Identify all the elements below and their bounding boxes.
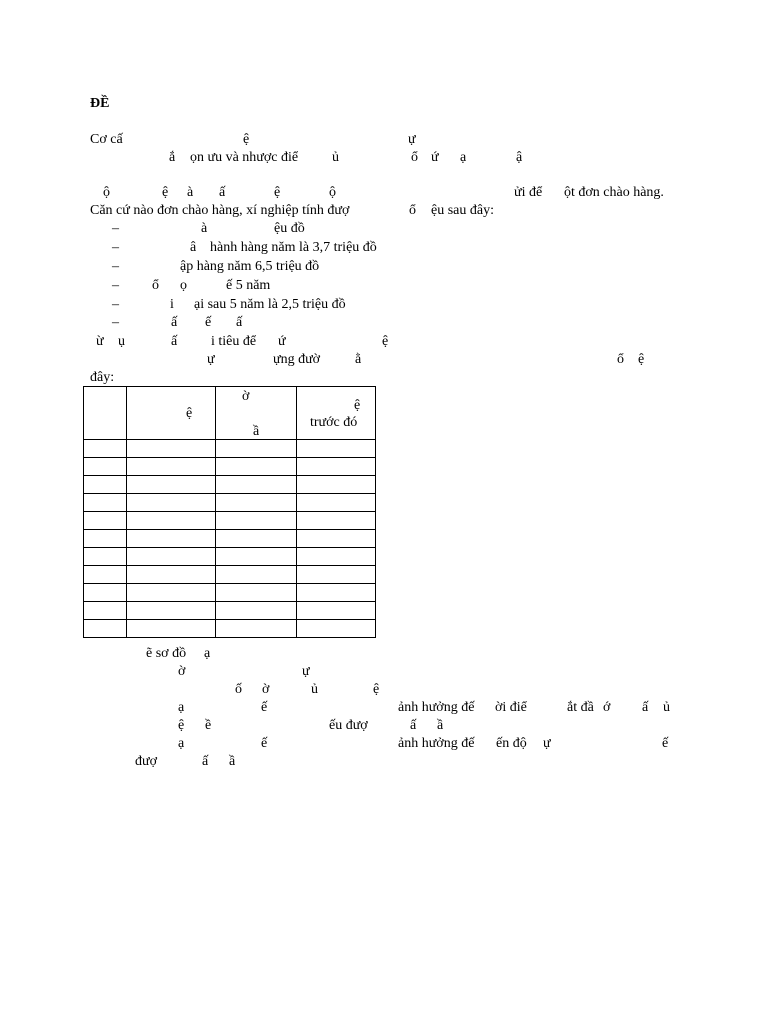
text-fragment-l08-2: ọ	[180, 278, 187, 293]
text-fragment-l06-1: â	[190, 240, 197, 255]
text-fragment-l01-2: ự	[408, 132, 416, 147]
text-fragment-l11-3: i tiêu để	[211, 334, 257, 349]
text-fragment-l17-2: ảnh hưởng đế	[398, 700, 475, 715]
table-cell	[216, 548, 297, 566]
text-fragment-l03-7: ột đơn chào hàng.	[564, 185, 664, 200]
text-fragment-l17-4: ắt đầ	[567, 700, 594, 715]
text-fragment-l19-4: ự	[543, 736, 551, 751]
table-cell	[216, 440, 297, 458]
table-cell	[216, 584, 297, 602]
table-cell	[84, 548, 127, 566]
table-cell	[297, 440, 376, 458]
table-row	[84, 530, 376, 548]
table-cell	[127, 440, 216, 458]
table-row	[84, 566, 376, 584]
text-fragment-l03-2: à	[187, 185, 194, 200]
text-fragment-l02-3: ổ	[411, 150, 418, 165]
header-col3-bottom-text: ầ	[253, 424, 260, 439]
text-fragment-l15-1: ự	[302, 664, 310, 679]
text-fragment-l06-2: hành hàng năm là 3,7 triệu đồ	[210, 240, 377, 255]
table-cell	[127, 584, 216, 602]
table-row	[84, 548, 376, 566]
table-cell	[84, 602, 127, 620]
text-fragment-l11-0: ừ	[96, 334, 104, 349]
table-row	[84, 602, 376, 620]
table-cell	[216, 512, 297, 530]
text-fragment-l12-0: ự	[207, 352, 215, 367]
text-fragment-l08-1: ổ	[152, 278, 159, 293]
text-fragment-l18-1: ề	[205, 718, 212, 733]
header-col4-top-text: ệ	[354, 398, 361, 413]
header-cell-predecessor	[297, 387, 376, 440]
text-fragment-l01-0: Cơ cấ	[90, 132, 123, 147]
text-fragment-l10-1: ấ	[171, 315, 178, 330]
table-cell	[297, 566, 376, 584]
text-fragment-l19-3: ến độ	[496, 736, 527, 751]
table-cell	[297, 494, 376, 512]
text-fragment-l02-4: ứ	[431, 150, 439, 165]
table-row	[84, 494, 376, 512]
table-row	[84, 620, 376, 638]
text-fragment-l02-0: ắ	[169, 150, 176, 165]
table-cell	[297, 512, 376, 530]
text-fragment-l18-2: ếu đượ	[329, 718, 368, 733]
text-fragment-l01-1: ệ	[243, 132, 250, 147]
table-cell	[127, 476, 216, 494]
table-row	[84, 512, 376, 530]
text-fragment-l08-0: –	[112, 278, 119, 293]
text-fragment-l11-1: ụ	[118, 334, 125, 349]
table-cell	[84, 584, 127, 602]
header-cell-duration	[216, 387, 297, 440]
text-fragment-l17-6: ấ	[642, 700, 649, 715]
table-cell	[297, 602, 376, 620]
activity-table	[83, 386, 376, 638]
text-fragment-l12-1: ựng đườ	[273, 352, 321, 367]
text-fragment-l20-1: ấ	[202, 754, 209, 769]
text-fragment-l04-1: ổ	[409, 203, 416, 218]
table-cell	[84, 512, 127, 530]
table-cell	[127, 548, 216, 566]
header-col3-top-text: ờ	[242, 389, 250, 404]
table-row	[84, 458, 376, 476]
text-fragment-l07-0: –	[112, 259, 119, 274]
text-fragment-l20-2: ầ	[229, 754, 236, 769]
text-fragment-l11-4: ứ	[278, 334, 286, 349]
text-fragment-l05-1: à	[201, 221, 208, 236]
table-cell	[127, 494, 216, 512]
text-fragment-l09-2: ại sau 5 năm là 2,5 triệu đồ	[194, 297, 346, 312]
text-fragment-l11-5: ệ	[382, 334, 389, 349]
text-fragment-l16-3: ệ	[373, 682, 380, 697]
text-fragment-l03-4: ệ	[274, 185, 281, 200]
text-fragment-l09-0: –	[112, 297, 119, 312]
text-fragment-l17-5: ớ	[603, 700, 611, 715]
text-fragment-l14-0: ẽ sơ đồ	[146, 646, 187, 661]
text-fragment-l13-0: đây:	[90, 370, 115, 385]
text-fragment-l17-7: ủ	[663, 700, 670, 715]
text-fragment-l16-1: ờ	[262, 682, 270, 697]
text-fragment-l03-6: ửi để	[514, 185, 543, 200]
header-cell-stt	[84, 387, 127, 440]
text-fragment-l03-1: ệ	[162, 185, 169, 200]
table-cell	[297, 476, 376, 494]
table-cell	[297, 458, 376, 476]
table-cell	[216, 530, 297, 548]
table-cell	[127, 566, 216, 584]
text-fragment-l16-0: ố	[235, 682, 242, 697]
text-fragment-l12-4: ệ	[638, 352, 645, 367]
table-row	[84, 584, 376, 602]
text-fragment-l06-0: –	[112, 240, 119, 255]
document-heading: ĐỀ	[90, 96, 110, 111]
text-fragment-l03-5: ộ	[329, 185, 336, 200]
table-cell	[216, 602, 297, 620]
table-cell	[297, 548, 376, 566]
text-fragment-l02-2: ủ	[332, 150, 339, 165]
text-fragment-l19-0: ạ	[178, 736, 185, 751]
table-cell	[297, 530, 376, 548]
table-header-row	[84, 387, 376, 440]
text-fragment-l19-2: ảnh hưởng đế	[398, 736, 475, 751]
table-cell	[216, 476, 297, 494]
table-cell	[127, 530, 216, 548]
header-cell-task	[127, 387, 216, 440]
table-cell	[84, 458, 127, 476]
table-cell	[127, 620, 216, 638]
table-cell	[84, 530, 127, 548]
table-row	[84, 440, 376, 458]
text-fragment-l20-0: đượ	[135, 754, 157, 769]
table-cell	[297, 584, 376, 602]
table-cell	[216, 620, 297, 638]
header-col2-text: ệ	[186, 406, 193, 421]
text-fragment-l18-4: ầ	[437, 718, 444, 733]
text-fragment-l17-0: ạ	[178, 700, 185, 715]
text-fragment-l10-2: ế	[205, 315, 212, 330]
table-cell	[127, 458, 216, 476]
text-fragment-l09-1: i	[170, 297, 174, 312]
text-fragment-l19-1: ế	[261, 736, 268, 751]
table-cell	[216, 458, 297, 476]
text-fragment-l02-1: ọn ưu và nhược điể	[190, 150, 299, 165]
text-fragment-l03-0: ộ	[103, 185, 110, 200]
text-fragment-l03-3: ấ	[219, 185, 226, 200]
text-fragment-l12-3: ổ	[617, 352, 624, 367]
text-fragment-l02-5: ạ	[460, 150, 467, 165]
header-col4-bottom-text: trước đó	[310, 415, 358, 430]
text-fragment-l17-1: ế	[261, 700, 268, 715]
table-cell	[127, 602, 216, 620]
text-fragment-l10-3: ấ	[236, 315, 243, 330]
table-cell	[127, 512, 216, 530]
text-fragment-l04-0: Căn cứ nào đơn chào hàng, xí nghiệp tính đượ	[90, 203, 350, 218]
text-fragment-l18-0: ệ	[178, 718, 185, 733]
text-fragment-l02-6: ậ	[516, 150, 523, 165]
table-cell	[84, 476, 127, 494]
text-fragment-l12-2: ằ	[355, 352, 362, 367]
table-row	[84, 476, 376, 494]
table-cell	[84, 566, 127, 584]
text-fragment-l07-1: ập hàng năm 6,5 triệu đồ	[180, 259, 320, 274]
text-fragment-l19-5: ế	[662, 736, 669, 751]
text-fragment-l16-2: ủ	[311, 682, 318, 697]
text-fragment-l11-2: ấ	[171, 334, 178, 349]
table-cell	[84, 620, 127, 638]
table-cell	[84, 494, 127, 512]
text-fragment-l15-0: ờ	[178, 664, 186, 679]
table-body	[84, 440, 376, 638]
table-cell	[84, 440, 127, 458]
text-fragment-l17-3: ời điể	[495, 700, 527, 715]
table-cell	[297, 620, 376, 638]
text-fragment-l14-1: ạ	[204, 646, 211, 661]
table-cell	[216, 566, 297, 584]
table-cell	[216, 494, 297, 512]
text-fragment-l04-2: ệu sau đây:	[431, 203, 494, 218]
text-fragment-l18-3: ấ	[410, 718, 417, 733]
text-fragment-l08-3: ế 5 năm	[226, 278, 271, 293]
text-fragment-l05-2: ệu đồ	[274, 221, 305, 236]
text-fragment-l05-0: –	[112, 221, 119, 236]
text-fragment-l10-0: –	[112, 315, 119, 330]
